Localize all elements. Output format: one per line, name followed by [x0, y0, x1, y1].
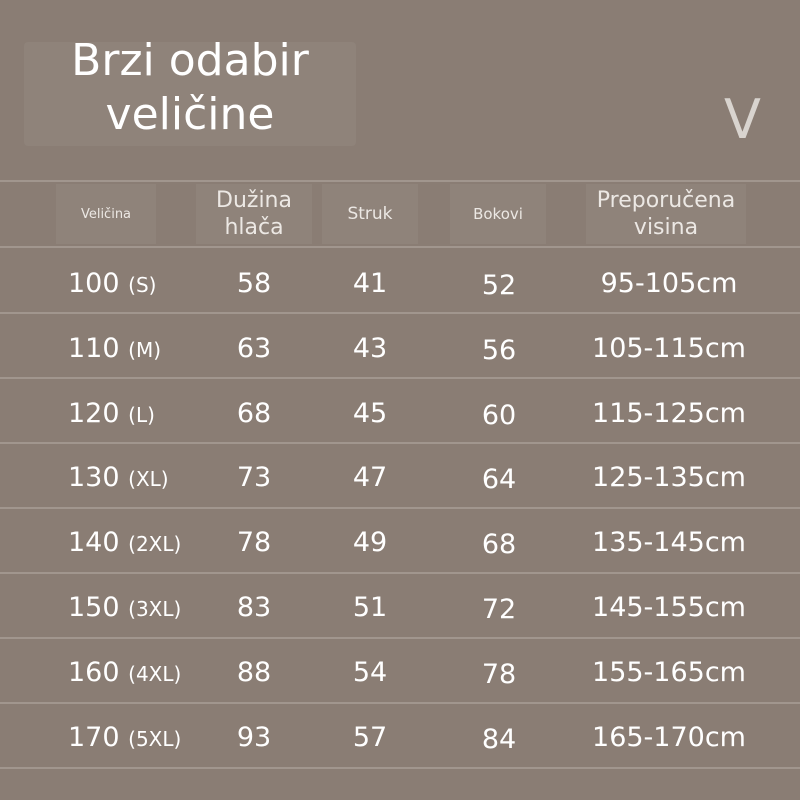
size-label: (M) — [128, 338, 162, 362]
size-number: 110 — [68, 333, 120, 364]
size-cell — [40, 588, 200, 628]
hips-cell: 56 — [481, 335, 517, 366]
waist-cell: 57 — [352, 722, 388, 753]
size-label: (L) — [128, 403, 155, 427]
size-number: 100 — [68, 268, 120, 299]
waist-cell: 49 — [352, 527, 388, 558]
size-number: 120 — [68, 398, 120, 429]
header-length: Dužina hlača — [216, 188, 292, 240]
size-label: (2XL) — [128, 532, 182, 556]
brand-logo: V — [724, 88, 761, 151]
row-divider — [0, 442, 800, 444]
length-cell: 78 — [236, 527, 272, 558]
height-cell: 95-105cm — [600, 268, 738, 299]
size-cell — [40, 718, 200, 758]
size-number: 140 — [68, 527, 120, 558]
length-cell: 63 — [236, 333, 272, 364]
waist-cell: 51 — [352, 592, 388, 623]
height-cell: 155-165cm — [592, 657, 746, 688]
waist-cell: 54 — [352, 657, 388, 688]
size-number: 150 — [68, 592, 120, 623]
hips-cell: 60 — [481, 400, 517, 431]
size-label: (S) — [128, 273, 157, 297]
height-cell: 115-125cm — [592, 398, 746, 429]
row-divider — [0, 180, 800, 182]
length-cell: 68 — [236, 398, 272, 429]
row-divider — [0, 312, 800, 314]
size-number: 160 — [68, 657, 120, 688]
row-divider — [0, 702, 800, 704]
height-cell: 145-155cm — [592, 592, 746, 623]
size-cell — [40, 458, 200, 498]
size-cell — [40, 264, 200, 304]
size-label: (3XL) — [128, 597, 182, 621]
length-cell: 58 — [236, 268, 272, 299]
row-divider — [0, 246, 800, 248]
length-cell: 93 — [236, 722, 272, 753]
waist-cell: 41 — [352, 268, 388, 299]
size-cell — [40, 394, 200, 434]
header-waist: Struk — [347, 204, 393, 224]
hips-cell: 64 — [481, 464, 517, 495]
header-height: Preporučena visina — [596, 188, 736, 240]
height-cell: 105-115cm — [592, 333, 746, 364]
length-cell: 88 — [236, 657, 272, 688]
size-cell — [40, 329, 200, 369]
waist-cell: 43 — [352, 333, 388, 364]
height-cell: 165-170cm — [592, 722, 746, 753]
size-label: (XL) — [128, 467, 169, 491]
hips-cell: 52 — [481, 270, 517, 301]
hips-cell: 84 — [481, 724, 517, 755]
size-label: (4XL) — [128, 662, 182, 686]
height-cell: 125-135cm — [592, 462, 746, 493]
row-divider — [0, 767, 800, 769]
row-divider — [0, 637, 800, 639]
size-number: 170 — [68, 722, 120, 753]
size-number: 130 — [68, 462, 120, 493]
size-cell — [40, 523, 200, 563]
hips-cell: 78 — [481, 659, 517, 690]
height-cell: 135-145cm — [592, 527, 746, 558]
header-size: Veličina — [80, 206, 132, 222]
waist-cell: 47 — [352, 462, 388, 493]
row-divider — [0, 572, 800, 574]
length-cell: 83 — [236, 592, 272, 623]
size-label: (5XL) — [128, 727, 182, 751]
hips-cell: 68 — [481, 529, 517, 560]
row-divider — [0, 377, 800, 379]
length-cell: 73 — [236, 462, 272, 493]
row-divider — [0, 507, 800, 509]
hips-cell: 72 — [481, 594, 517, 625]
page-title: Brzi odabir veličine — [71, 35, 309, 140]
waist-cell: 45 — [352, 398, 388, 429]
size-cell — [40, 653, 200, 693]
header-hips: Bokovi — [473, 205, 523, 223]
